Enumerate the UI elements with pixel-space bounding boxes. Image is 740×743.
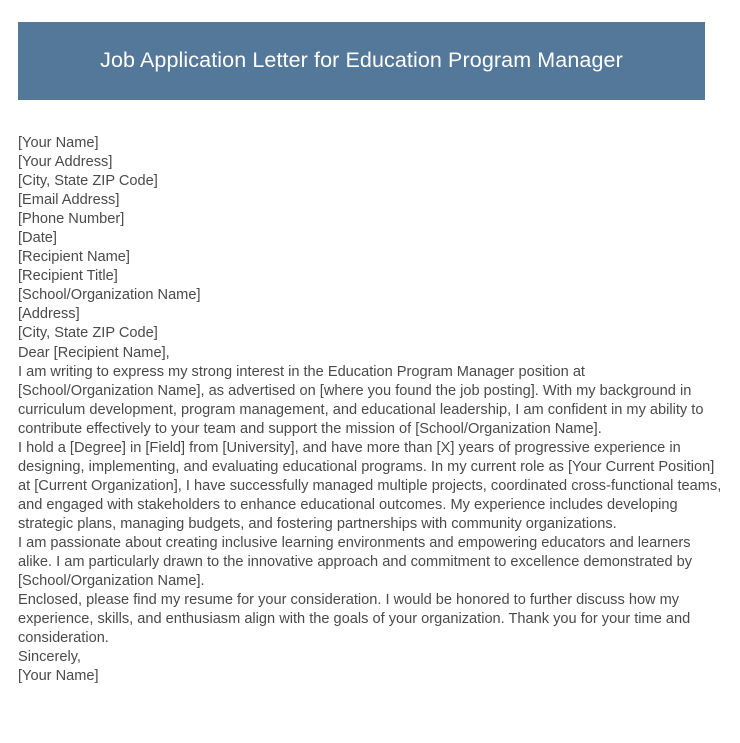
recipient-name-line: [Recipient Name] [18, 249, 130, 266]
sender-address-line: [Your Address] [18, 154, 113, 171]
page-title: Job Application Letter for Education Program Manager [100, 48, 623, 73]
recipient-city-state-zip-line: [City, State ZIP Code] [18, 325, 158, 342]
letter-paragraph-1: I am writing to express my strong interest in the Education Program Manager position at [School/Organization Name], as advertised on [where you found the job posting]. With my background in curriculum development, program management, and educational leadership, I am confident in my ability to contribute effectively to your team and support the mission of [School/Organization Name]. [18, 363, 704, 437]
salutation-line: Dear [Recipient Name], [18, 344, 170, 361]
letter-paragraph-2: I hold a [Degree] in [Field] from [University], and have more than [X] years of progressive experience in designing, implementing, and evaluating educational programs. In my current role as [Your Current Position] at [Current Organization], I have successfully managed multiple projects, coordinated cross-functional teams, and engaged with stakeholders to enhance educational outcomes. My experience includes developing strategic plans, managing budgets, and fostering partnerships with community organizations. [18, 439, 722, 532]
signature-line: [Your Name] [18, 668, 99, 685]
sender-city-state-zip-line: [City, State ZIP Code] [18, 173, 158, 190]
date-line: [Date] [18, 230, 57, 247]
recipient-title-line: [Recipient Title] [18, 268, 118, 285]
letter-paragraph-4: Enclosed, please find my resume for your consideration. I would be honored to further discuss how my experience, skills, and enthusiasm align with the goals of your organization. Thank you for your time and consideration. [18, 592, 691, 647]
letter-paragraph-3: I am passionate about creating inclusive learning environments and empowering educators and learners alike. I am particularly drawn to the innovative approach and commitment to excellence demonstrated by [School/Organization Name]. [18, 534, 693, 590]
title-banner [18, 22, 705, 100]
sender-name-line: [Your Name] [18, 135, 99, 151]
sender-email-line: [Email Address] [18, 192, 120, 209]
sender-phone-line: [Phone Number] [18, 211, 125, 228]
recipient-organization-line: [School/Organization Name] [18, 287, 201, 304]
recipient-address-block [18, 248, 724, 343]
sender-address-block [18, 134, 724, 229]
closing-line: Sincerely, [18, 649, 81, 666]
letter-body [18, 134, 724, 686]
recipient-address-line: [Address] [18, 306, 80, 323]
